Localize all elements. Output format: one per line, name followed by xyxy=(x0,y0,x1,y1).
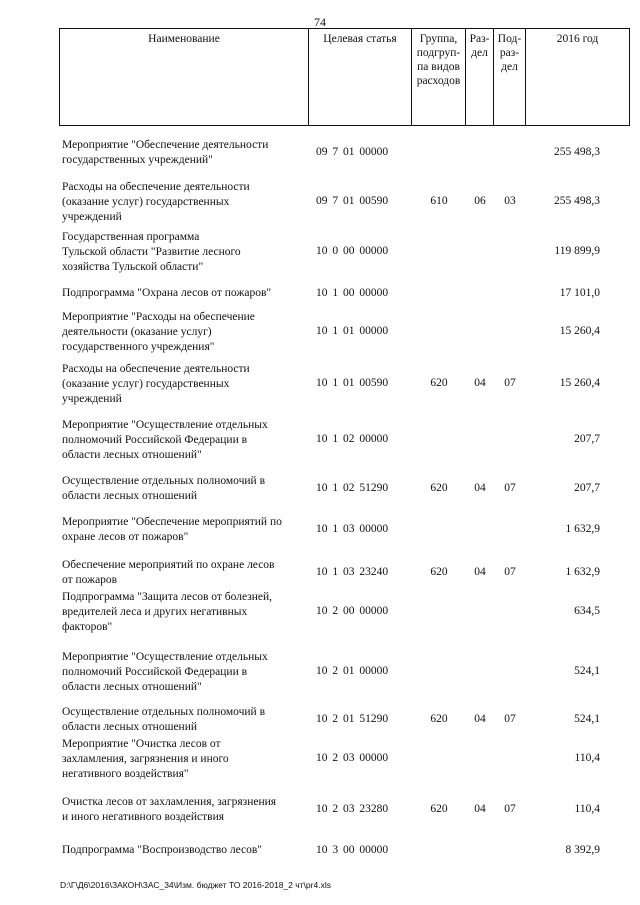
row-name xyxy=(62,362,310,407)
row-amount: 15 260,4 xyxy=(559,377,600,389)
row-target-article: 10 3 00 00000 xyxy=(316,844,389,856)
row-name-line: области лесных отношений xyxy=(62,490,198,502)
row-name-line: Расходы на обеспечение деятельности xyxy=(62,181,250,193)
row-name xyxy=(62,558,310,588)
row-name-line: Мероприятие "Осуществление отдельных xyxy=(62,419,268,431)
row-name-line: Тульской области "Развитие лесного xyxy=(62,246,241,258)
row-subsection: 07 xyxy=(504,803,516,815)
row-target-article: 10 2 01 00000 xyxy=(316,665,389,677)
row-amount: 207,7 xyxy=(574,433,600,445)
header-subsection-line: дел xyxy=(501,61,518,73)
row-name xyxy=(62,515,310,545)
row-target-article: 10 2 03 00000 xyxy=(316,752,389,764)
row-section: 04 xyxy=(474,713,486,725)
row-amount: 524,1 xyxy=(574,713,600,725)
row-subsection: 07 xyxy=(504,713,516,725)
row-target-article: 10 1 03 23240 xyxy=(316,566,389,578)
row-name-line: Государственная программа xyxy=(62,231,200,243)
header-subsection xyxy=(494,29,526,125)
row-name-line: Мероприятие "Обеспечение мероприятий по xyxy=(62,516,282,528)
row-target-article: 10 1 03 00000 xyxy=(316,523,389,535)
row-name-line: Подпрограмма "Охрана лесов от пожаров" xyxy=(62,287,272,299)
row-name-line: области лесных отношений" xyxy=(62,449,202,461)
row-amount: 15 260,4 xyxy=(559,325,600,337)
row-name-line: от пожаров xyxy=(62,574,118,586)
row-name-line: (оказание услуг) государственных xyxy=(62,378,230,390)
row-name xyxy=(62,180,310,225)
row-name xyxy=(62,737,310,782)
file-path-footer: D:\Г\Д6\2016\ЗАКОН\ЗАС_34\Изм. бюджет ТО 2016-2018_2 чт\pr4.xls xyxy=(60,880,331,890)
row-name-line: Обеспечение мероприятий по охране лесов xyxy=(62,559,275,571)
row-subsection: 03 xyxy=(504,195,516,207)
row-amount: 1 632,9 xyxy=(565,523,600,535)
row-target-article: 09 7 01 00590 xyxy=(316,195,389,207)
row-target-article: 10 1 02 51290 xyxy=(316,482,389,494)
header-subsection-line: Под- xyxy=(497,33,522,45)
row-name-line: Мероприятие "Обеспечение деятельности xyxy=(62,139,269,151)
row-group: 610 xyxy=(430,195,448,207)
row-amount: 110,4 xyxy=(574,752,600,764)
row-name-line: и иного негативного воздействия xyxy=(62,811,225,823)
row-amount: 17 101,0 xyxy=(559,287,600,299)
row-name xyxy=(62,286,310,301)
row-name-line: учреждений xyxy=(62,393,122,405)
row-amount: 255 498,3 xyxy=(554,195,600,207)
header-section xyxy=(466,29,494,125)
row-target-article: 10 2 03 23280 xyxy=(316,803,389,815)
page-number: 74 xyxy=(314,15,326,29)
row-name-line: Мероприятие "Очистка лесов от xyxy=(62,738,221,750)
row-name-line: Мероприятие "Расходы на обеспечение xyxy=(62,311,255,323)
row-name-line: Очистка лесов от захламления, загрязнения xyxy=(62,796,277,808)
row-name-line: области лесных отношений" xyxy=(62,681,202,693)
row-section: 04 xyxy=(474,803,486,815)
row-amount: 110,4 xyxy=(574,803,600,815)
row-name xyxy=(62,418,310,463)
row-name-line: полномочий Российской Федерации в xyxy=(62,666,248,678)
row-subsection: 07 xyxy=(504,566,516,578)
row-name-line: государственных учреждений" xyxy=(62,154,213,166)
row-name xyxy=(62,230,310,275)
row-name-line: учреждений xyxy=(62,211,122,223)
row-name xyxy=(62,310,310,355)
header-year-label: 2016 год xyxy=(556,33,599,45)
row-name xyxy=(62,474,310,504)
row-target-article: 10 1 01 00590 xyxy=(316,377,389,389)
row-name-line: области лесных отношений xyxy=(62,721,198,733)
header-target xyxy=(309,29,412,125)
row-group: 620 xyxy=(430,377,448,389)
header-group-line: подгруп- xyxy=(416,47,461,59)
row-section: 06 xyxy=(474,195,486,207)
table-header xyxy=(59,28,630,126)
row-amount: 8 392,9 xyxy=(565,844,600,856)
row-subsection: 07 xyxy=(504,482,516,494)
row-section: 04 xyxy=(474,482,486,494)
row-name xyxy=(62,705,310,735)
row-group: 620 xyxy=(430,566,448,578)
header-name-label: Наименование xyxy=(148,33,220,45)
row-name-line: Расходы на обеспечение деятельности xyxy=(62,363,250,375)
header-target-label: Целевая статья xyxy=(323,33,397,45)
row-group: 620 xyxy=(430,803,448,815)
header-section-line: дел xyxy=(471,47,488,59)
row-group: 620 xyxy=(430,713,448,725)
row-amount: 634,5 xyxy=(574,605,600,617)
header-group-line: Группа, xyxy=(419,33,458,45)
row-name-line: охране лесов от пожаров" xyxy=(62,531,189,543)
row-name-line: (оказание услуг) государственных xyxy=(62,196,230,208)
row-name-line: полномочий Российской Федерации в xyxy=(62,434,248,446)
row-name xyxy=(62,590,310,635)
row-section: 04 xyxy=(474,566,486,578)
row-name-line: захламления, загрязнения и иного xyxy=(62,753,229,765)
row-amount: 1 632,9 xyxy=(565,566,600,578)
header-group-line: расходов xyxy=(416,75,461,87)
row-name xyxy=(62,650,310,695)
row-name-line: Подпрограмма "Воспроизводство лесов" xyxy=(62,844,262,856)
row-group: 620 xyxy=(430,482,448,494)
row-name-line: Осуществление отдельных полномочий в xyxy=(62,706,266,718)
row-target-article: 10 1 00 00000 xyxy=(316,287,389,299)
row-target-article: 10 2 01 51290 xyxy=(316,713,389,725)
header-year xyxy=(526,29,629,125)
row-target-article: 10 0 00 00000 xyxy=(316,245,389,257)
row-name xyxy=(62,843,310,858)
row-name-line: Мероприятие "Осуществление отдельных xyxy=(62,651,268,663)
row-section: 04 xyxy=(474,377,486,389)
row-name-line: деятельности (оказание услуг) xyxy=(62,326,212,338)
row-name xyxy=(62,795,310,825)
header-name xyxy=(60,29,309,125)
row-name-line: негативного воздействия" xyxy=(62,768,189,780)
header-subsection-line: раз- xyxy=(499,47,520,59)
row-target-article: 09 7 01 00000 xyxy=(316,146,389,158)
row-amount: 524,1 xyxy=(574,665,600,677)
row-name-line: хозяйства Тульской области" xyxy=(62,261,204,273)
row-name-line: государственного учреждения" xyxy=(62,341,215,353)
row-name-line: Подпрограмма "Защита лесов от болезней, xyxy=(62,591,273,603)
row-subsection: 07 xyxy=(504,377,516,389)
row-target-article: 10 2 00 00000 xyxy=(316,605,389,617)
row-name-line: вредителей леса и других негативных xyxy=(62,606,248,618)
row-target-article: 10 1 02 00000 xyxy=(316,433,389,445)
row-name xyxy=(62,138,310,168)
header-group xyxy=(412,29,466,125)
row-amount: 255 498,3 xyxy=(554,146,600,158)
header-group-line: па видов xyxy=(417,61,460,73)
row-name-line: факторов" xyxy=(62,621,113,633)
row-name-line: Осуществление отдельных полномочий в xyxy=(62,475,266,487)
row-amount: 207,7 xyxy=(574,482,600,494)
header-section-line: Раз- xyxy=(469,33,490,45)
row-target-article: 10 1 01 00000 xyxy=(316,325,389,337)
row-amount: 119 899,9 xyxy=(554,245,600,257)
